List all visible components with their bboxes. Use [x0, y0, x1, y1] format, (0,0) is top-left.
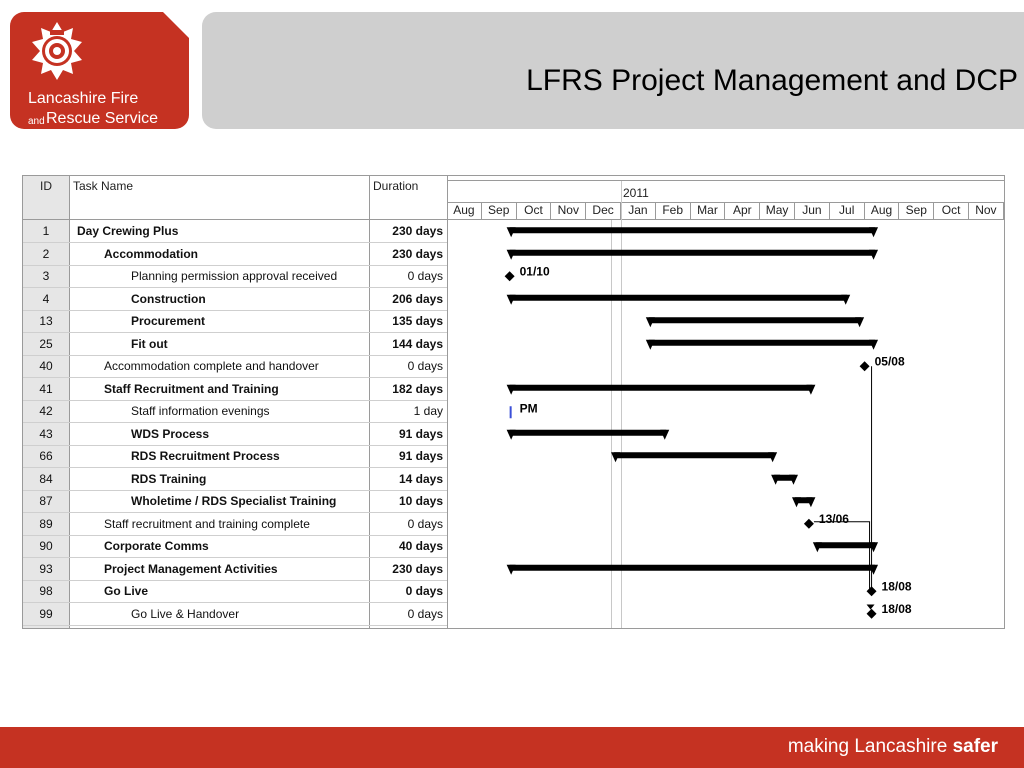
task-name: Staff information evenings: [131, 404, 270, 418]
logo-text-line1: Lancashire Fire: [28, 90, 139, 107]
month-label: Aug: [447, 202, 482, 219]
task-id: 1: [42, 224, 50, 238]
summary-bar: [510, 227, 875, 233]
header-band: [202, 12, 1024, 129]
month-label: Jan: [621, 202, 656, 219]
task-name: Day Crewing Plus: [77, 224, 179, 238]
task-duration: 0 days: [407, 269, 443, 283]
month-label: Dec: [586, 202, 621, 219]
milestone-label: 18/08: [881, 601, 912, 616]
task-id: 98: [39, 584, 53, 598]
task-duration: 0 days: [407, 606, 443, 621]
summary-bar: [649, 317, 861, 323]
task-duration: 206 days: [392, 291, 443, 306]
fire-service-badge-icon: [26, 20, 88, 84]
summary-bar: [816, 542, 875, 548]
task-name: WDS Process: [131, 426, 210, 441]
task-name: Procurement: [131, 314, 206, 328]
task-name: Corporate Comms: [104, 539, 209, 553]
task-duration: 91 days: [398, 426, 443, 441]
task-name: Go Live: [104, 584, 149, 598]
task-id: 99: [39, 606, 53, 621]
summary-bar: [510, 250, 875, 256]
task-bar: [510, 406, 512, 418]
logo-corner: [163, 12, 189, 38]
dependency-arrow: [867, 605, 875, 610]
month-label: May: [760, 202, 795, 219]
task-name: Staff Recruitment and Training: [104, 381, 279, 396]
gantt-bars: [23, 176, 1004, 628]
month-label: Nov: [551, 202, 586, 219]
summary-bar: [510, 565, 875, 571]
month-label: Jun: [795, 202, 830, 219]
column-header-task-name: Task Name: [73, 179, 134, 193]
summary-bar: [510, 295, 848, 301]
task-id: 89: [39, 516, 53, 531]
milestone-marker: [860, 361, 870, 371]
task-id: 40: [39, 359, 53, 373]
milestone-label: 05/08: [874, 354, 905, 369]
footer-slogan-text: making Lancashire: [787, 736, 948, 757]
logo-text-and: and: [28, 116, 45, 127]
month-label: Aug: [865, 202, 900, 219]
task-name: Planning permission approval received: [131, 269, 338, 283]
month-label: Oct: [934, 202, 969, 219]
footer-slogan-emphasis: safer: [952, 736, 998, 757]
task-id: 43: [39, 426, 53, 441]
milestone-marker: [867, 609, 877, 619]
summary-bar: [510, 385, 813, 391]
month-label: Apr: [725, 202, 760, 219]
gantt-chart: [22, 175, 1005, 629]
month-label: Sep: [899, 202, 934, 219]
task-duration: 230 days: [392, 224, 443, 238]
task-duration: 182 days: [392, 381, 443, 396]
month-label: Feb: [656, 202, 691, 219]
task-id: 25: [39, 336, 53, 351]
month-label: Nov: [969, 202, 1004, 219]
task-id: 84: [39, 471, 53, 486]
task-label: PM: [519, 401, 538, 416]
milestone-label: 01/10: [519, 264, 550, 279]
task-id: 41: [39, 381, 53, 396]
task-duration: 40 days: [398, 539, 443, 553]
task-name: Accommodation complete and handover: [104, 359, 319, 373]
task-duration: 0 days: [407, 516, 443, 531]
task-id: 90: [39, 539, 53, 553]
slide-title: LFRS Project Management and DCP: [526, 64, 1018, 97]
task-name: Go Live & Handover: [131, 606, 240, 621]
task-name: Wholetime / RDS Specialist Training: [131, 494, 337, 508]
task-id: 42: [39, 404, 53, 418]
task-name: Project Management Activities: [104, 561, 278, 576]
month-label: Sep: [482, 202, 517, 219]
summary-bar: [614, 452, 774, 458]
task-id: 13: [39, 314, 53, 328]
task-duration: 230 days: [392, 561, 443, 576]
column-header-duration: Duration: [373, 179, 419, 193]
month-label: Jul: [830, 202, 865, 219]
task-duration: 135 days: [392, 314, 443, 328]
task-duration: 14 days: [398, 471, 443, 486]
task-id: 66: [39, 449, 53, 463]
summary-bar: [649, 340, 875, 346]
task-id: 93: [39, 561, 53, 576]
dependency-line: [814, 522, 870, 592]
footer-band: [0, 727, 1024, 768]
summary-bar: [510, 430, 667, 436]
task-name: Construction: [131, 291, 206, 306]
task-name: Accommodation: [104, 246, 199, 261]
task-duration: 144 days: [392, 336, 443, 351]
task-name: Fit out: [131, 336, 168, 351]
logo: [10, 12, 189, 129]
task-name: RDS Recruitment Process: [131, 449, 280, 463]
month-label: Oct: [517, 202, 552, 219]
column-header-id: ID: [40, 179, 52, 193]
task-id: 4: [42, 291, 50, 306]
task-name: Staff recruitment and training complete: [104, 516, 310, 531]
milestone-label: 18/08: [881, 579, 912, 594]
month-label: Mar: [691, 202, 726, 219]
task-duration: 91 days: [398, 449, 443, 463]
task-duration: 230 days: [392, 246, 443, 261]
milestone-marker: [505, 271, 515, 281]
milestone-marker: [804, 519, 814, 529]
task-duration: 1 day: [413, 404, 443, 418]
year-label: 2011: [623, 186, 649, 200]
logo-text-line2: Rescue Service: [46, 110, 159, 127]
task-id: 87: [39, 494, 53, 508]
task-duration: 0 days: [405, 584, 443, 598]
task-duration: 10 days: [398, 494, 443, 508]
milestone-label: 13/06: [818, 511, 849, 526]
task-duration: 0 days: [407, 359, 443, 373]
footer-slogan: [788, 736, 998, 758]
task-name: RDS Training: [131, 471, 207, 486]
task-id: 3: [42, 269, 50, 283]
task-id: 2: [42, 246, 50, 261]
